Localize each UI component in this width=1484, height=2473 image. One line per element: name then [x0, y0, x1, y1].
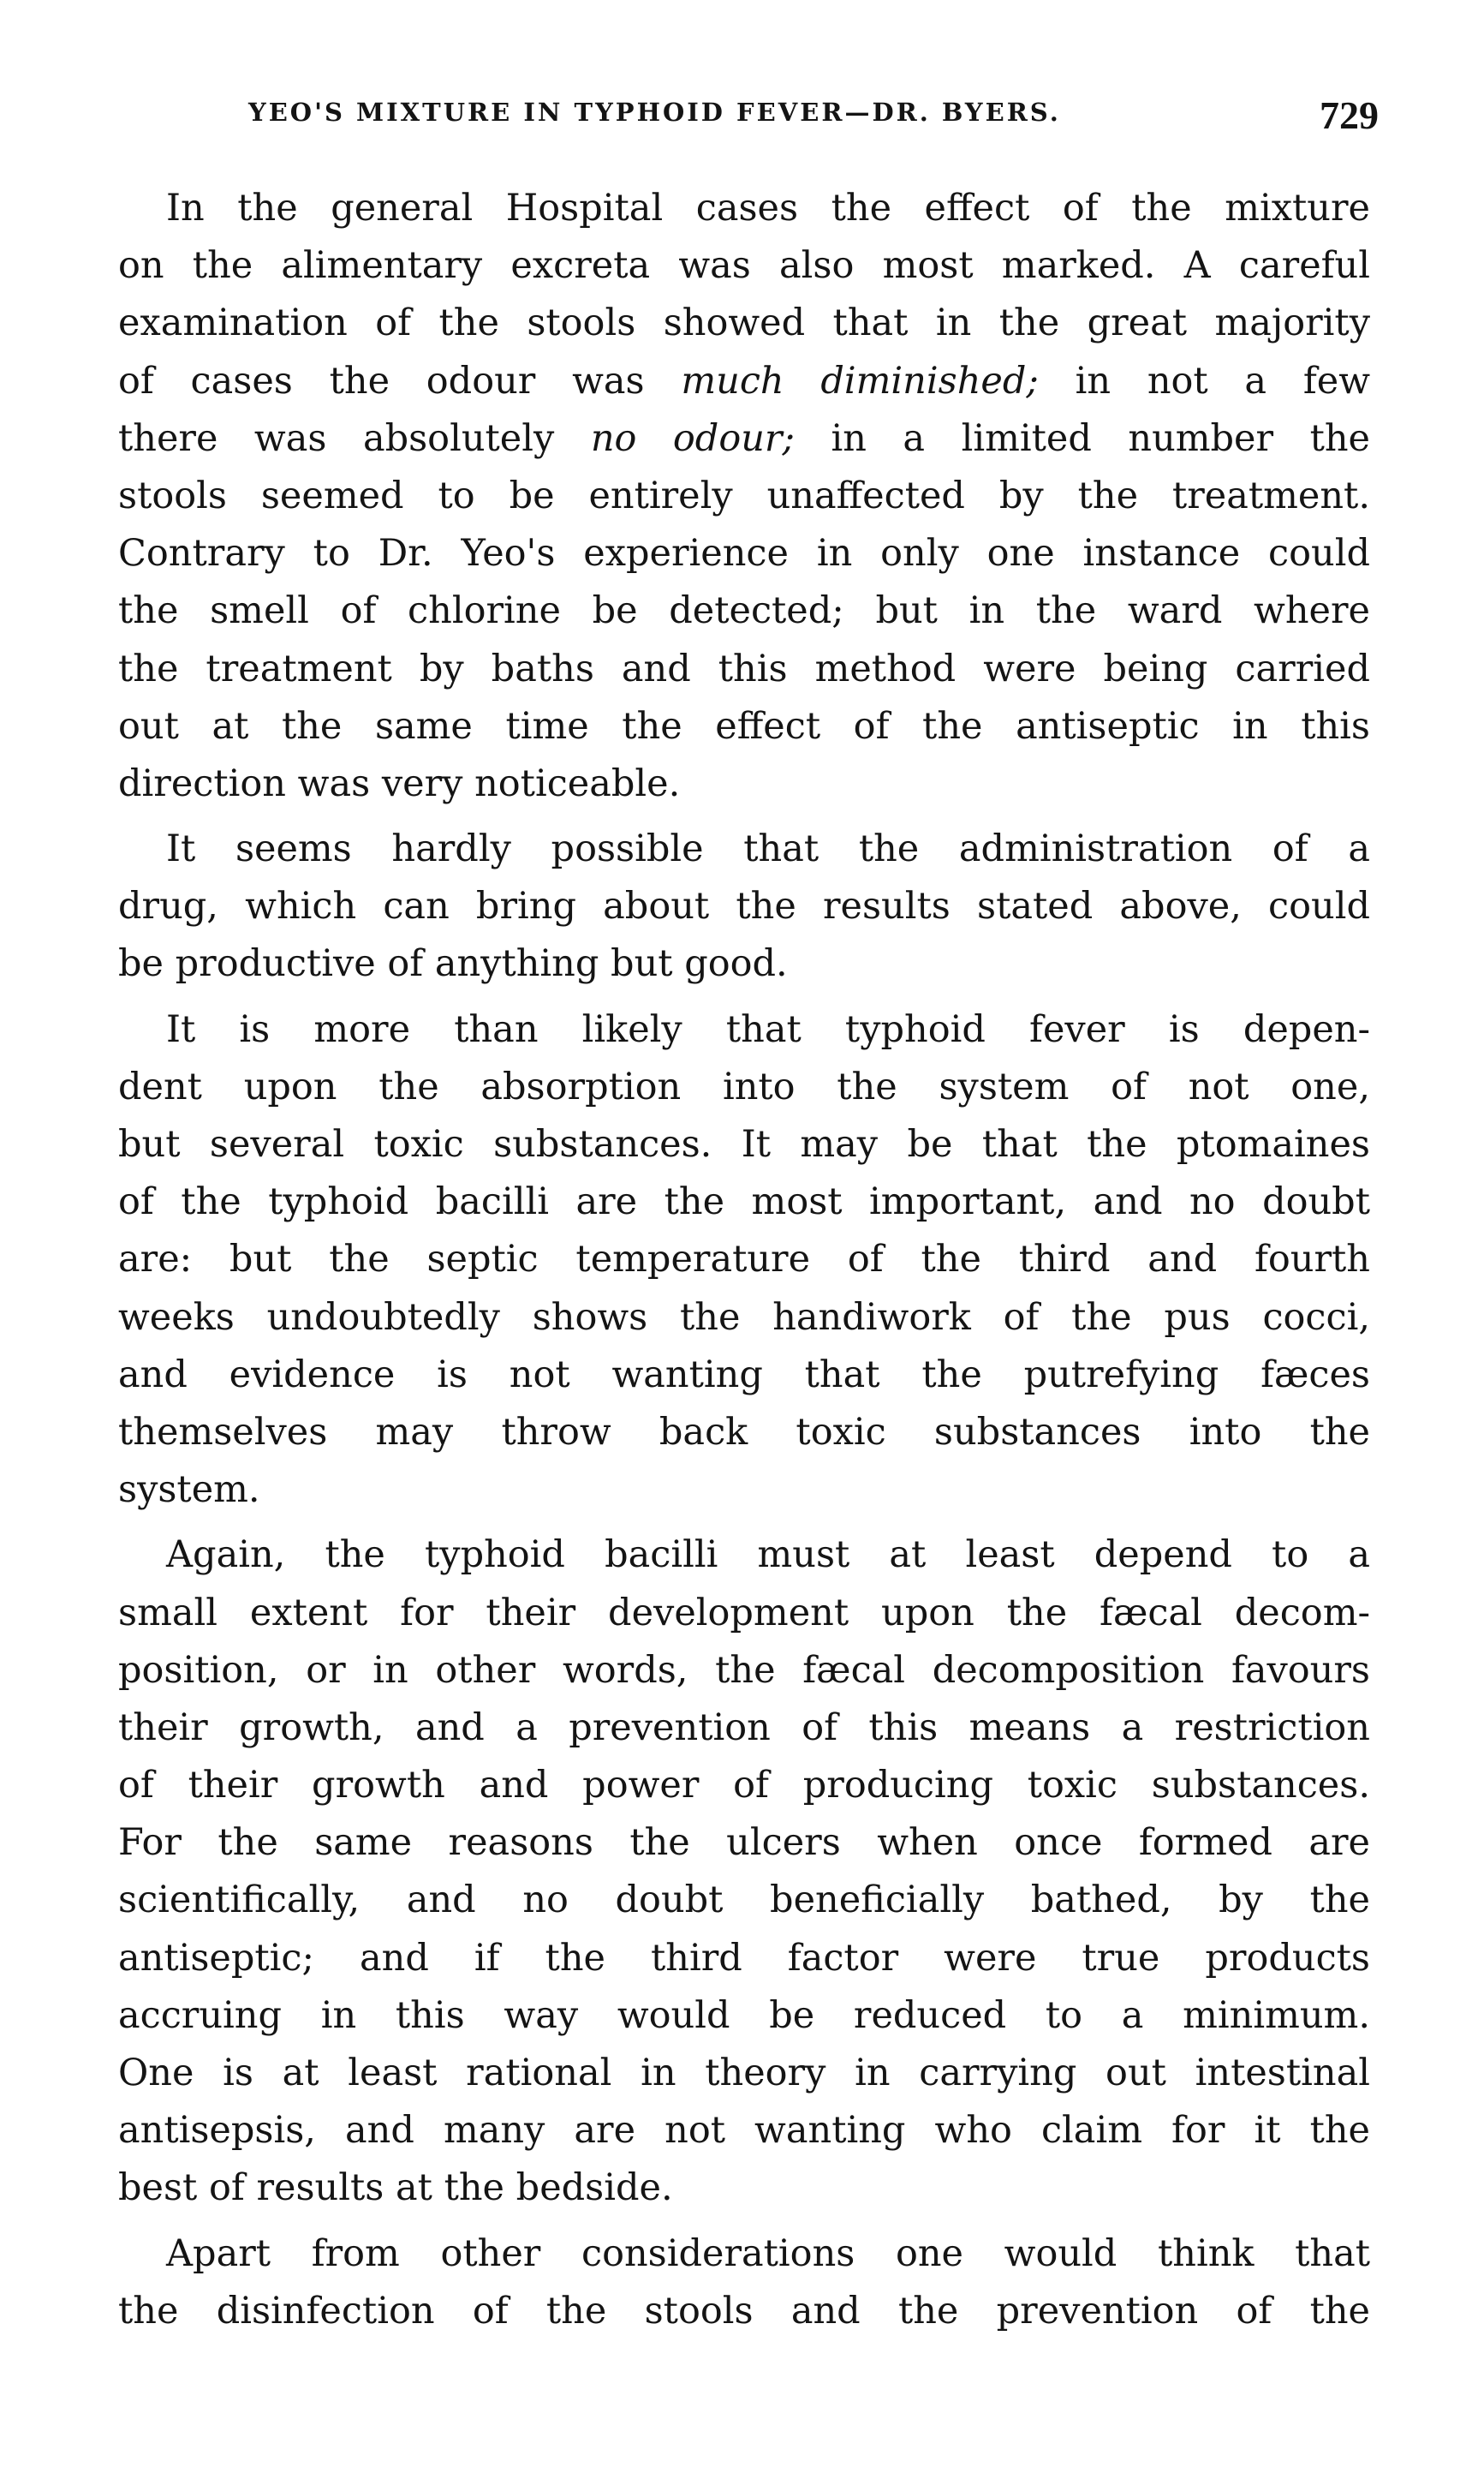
running-title: YEO'S MIXTURE IN TYPHOID FEVER—DR. BYERS. — [248, 98, 1061, 127]
text-line: system. — [118, 1468, 260, 1512]
paragraph-faecal-decomposition — [118, 1526, 1370, 2217]
text-line: scientifically, and no doubt beneficially bathed, by the — [118, 1879, 1370, 1922]
text-line: of their growth and power of producing toxic substances. — [118, 1764, 1370, 1807]
text-run: there was absolutely — [118, 416, 591, 460]
running-head — [248, 93, 1396, 144]
italic-emphasis: no odour; — [590, 416, 795, 460]
text-line: For the same reasons the ulcers when once formed are — [118, 1821, 1370, 1865]
text-line: One is at least rational in theory in carrying out intestinal — [118, 2052, 1370, 2094]
paragraph-disinfection — [118, 2225, 1370, 2340]
text-line: In the general Hospital cases the effect of the mixture — [166, 187, 1370, 230]
text-line — [118, 410, 1370, 468]
text-line: the smell of chlorine be detected; but in the ward where — [118, 589, 1370, 633]
text-run: of cases the odour was — [118, 359, 682, 403]
text-line: are: but the septic temperature of the third and fourth — [118, 1238, 1370, 1281]
text-line: It seems hardly possible that the administration of a — [166, 827, 1370, 871]
text-line: out at the same time the effect of the antiseptic in this — [118, 704, 1370, 748]
paragraph-toxic-substances — [118, 1001, 1370, 1520]
text-line: small extent for their development upon the fæcal decom- — [118, 1591, 1370, 1634]
text-line: weeks undoubtedly shows the handiwork of the pus cocci, — [118, 1295, 1370, 1339]
text-line: antisepsis, and many are not wanting who claim for it the — [118, 2109, 1370, 2153]
text-line: position, or in other words, the fæcal decomposition favours — [118, 1648, 1370, 1692]
text-line: their growth, and a prevention of this means a restriction — [118, 1705, 1370, 1749]
page-number: 729 — [1320, 93, 1379, 137]
paragraph-hospital-cases — [118, 180, 1370, 813]
text-line: dent upon the absorption into the system of not one, — [118, 1065, 1370, 1108]
text-line: the disinfection of the stools and the prevention of the — [118, 2289, 1370, 2333]
text-line: on the alimentary excreta was also most marked. A careful — [118, 244, 1370, 288]
text-line: and evidence is not wanting that the putrefying fæces — [118, 1353, 1370, 1396]
text-line: Contrary to Dr. Yeo's experience in only one instance could — [118, 532, 1370, 576]
text-line: direction was very noticeable. — [118, 762, 681, 805]
paragraph-administration — [118, 821, 1370, 994]
text-line: the treatment by baths and this method were being carried — [118, 647, 1370, 690]
text-line: Apart from other considerations one would think that — [166, 2231, 1370, 2275]
text-line: antiseptic; and if the third factor were true products — [118, 1936, 1370, 1980]
text-line: It is more than likely that typhoid fever is depen- — [166, 1007, 1370, 1051]
text-run: in not a few — [1038, 359, 1370, 403]
italic-emphasis: much diminished; — [681, 359, 1039, 403]
text-line: stools seemed to be entirely unaffected by the treatment. — [118, 474, 1370, 517]
text-line — [118, 353, 1370, 410]
text-line: but several toxic substances. It may be that the ptomaines — [118, 1123, 1370, 1166]
text-line: best of results at the bedside. — [118, 2166, 673, 2210]
text-run: in a limited number the — [794, 416, 1370, 460]
text-line: themselves may throw back toxic substances into the — [118, 1410, 1370, 1454]
text-line: examination of the stools showed that in the great majority — [118, 302, 1370, 345]
text-line: of the typhoid bacilli are the most important, and no doubt — [118, 1180, 1370, 1224]
text-line: accruing in this way would be reduced to a minimum. — [118, 1993, 1370, 2037]
body-text — [118, 180, 1370, 2348]
text-line: be productive of anything but good. — [118, 942, 788, 986]
text-line: Again, the typhoid bacilli must at least depend to a — [166, 1533, 1370, 1577]
text-line: drug, which can bring about the results stated above, could — [118, 885, 1370, 929]
